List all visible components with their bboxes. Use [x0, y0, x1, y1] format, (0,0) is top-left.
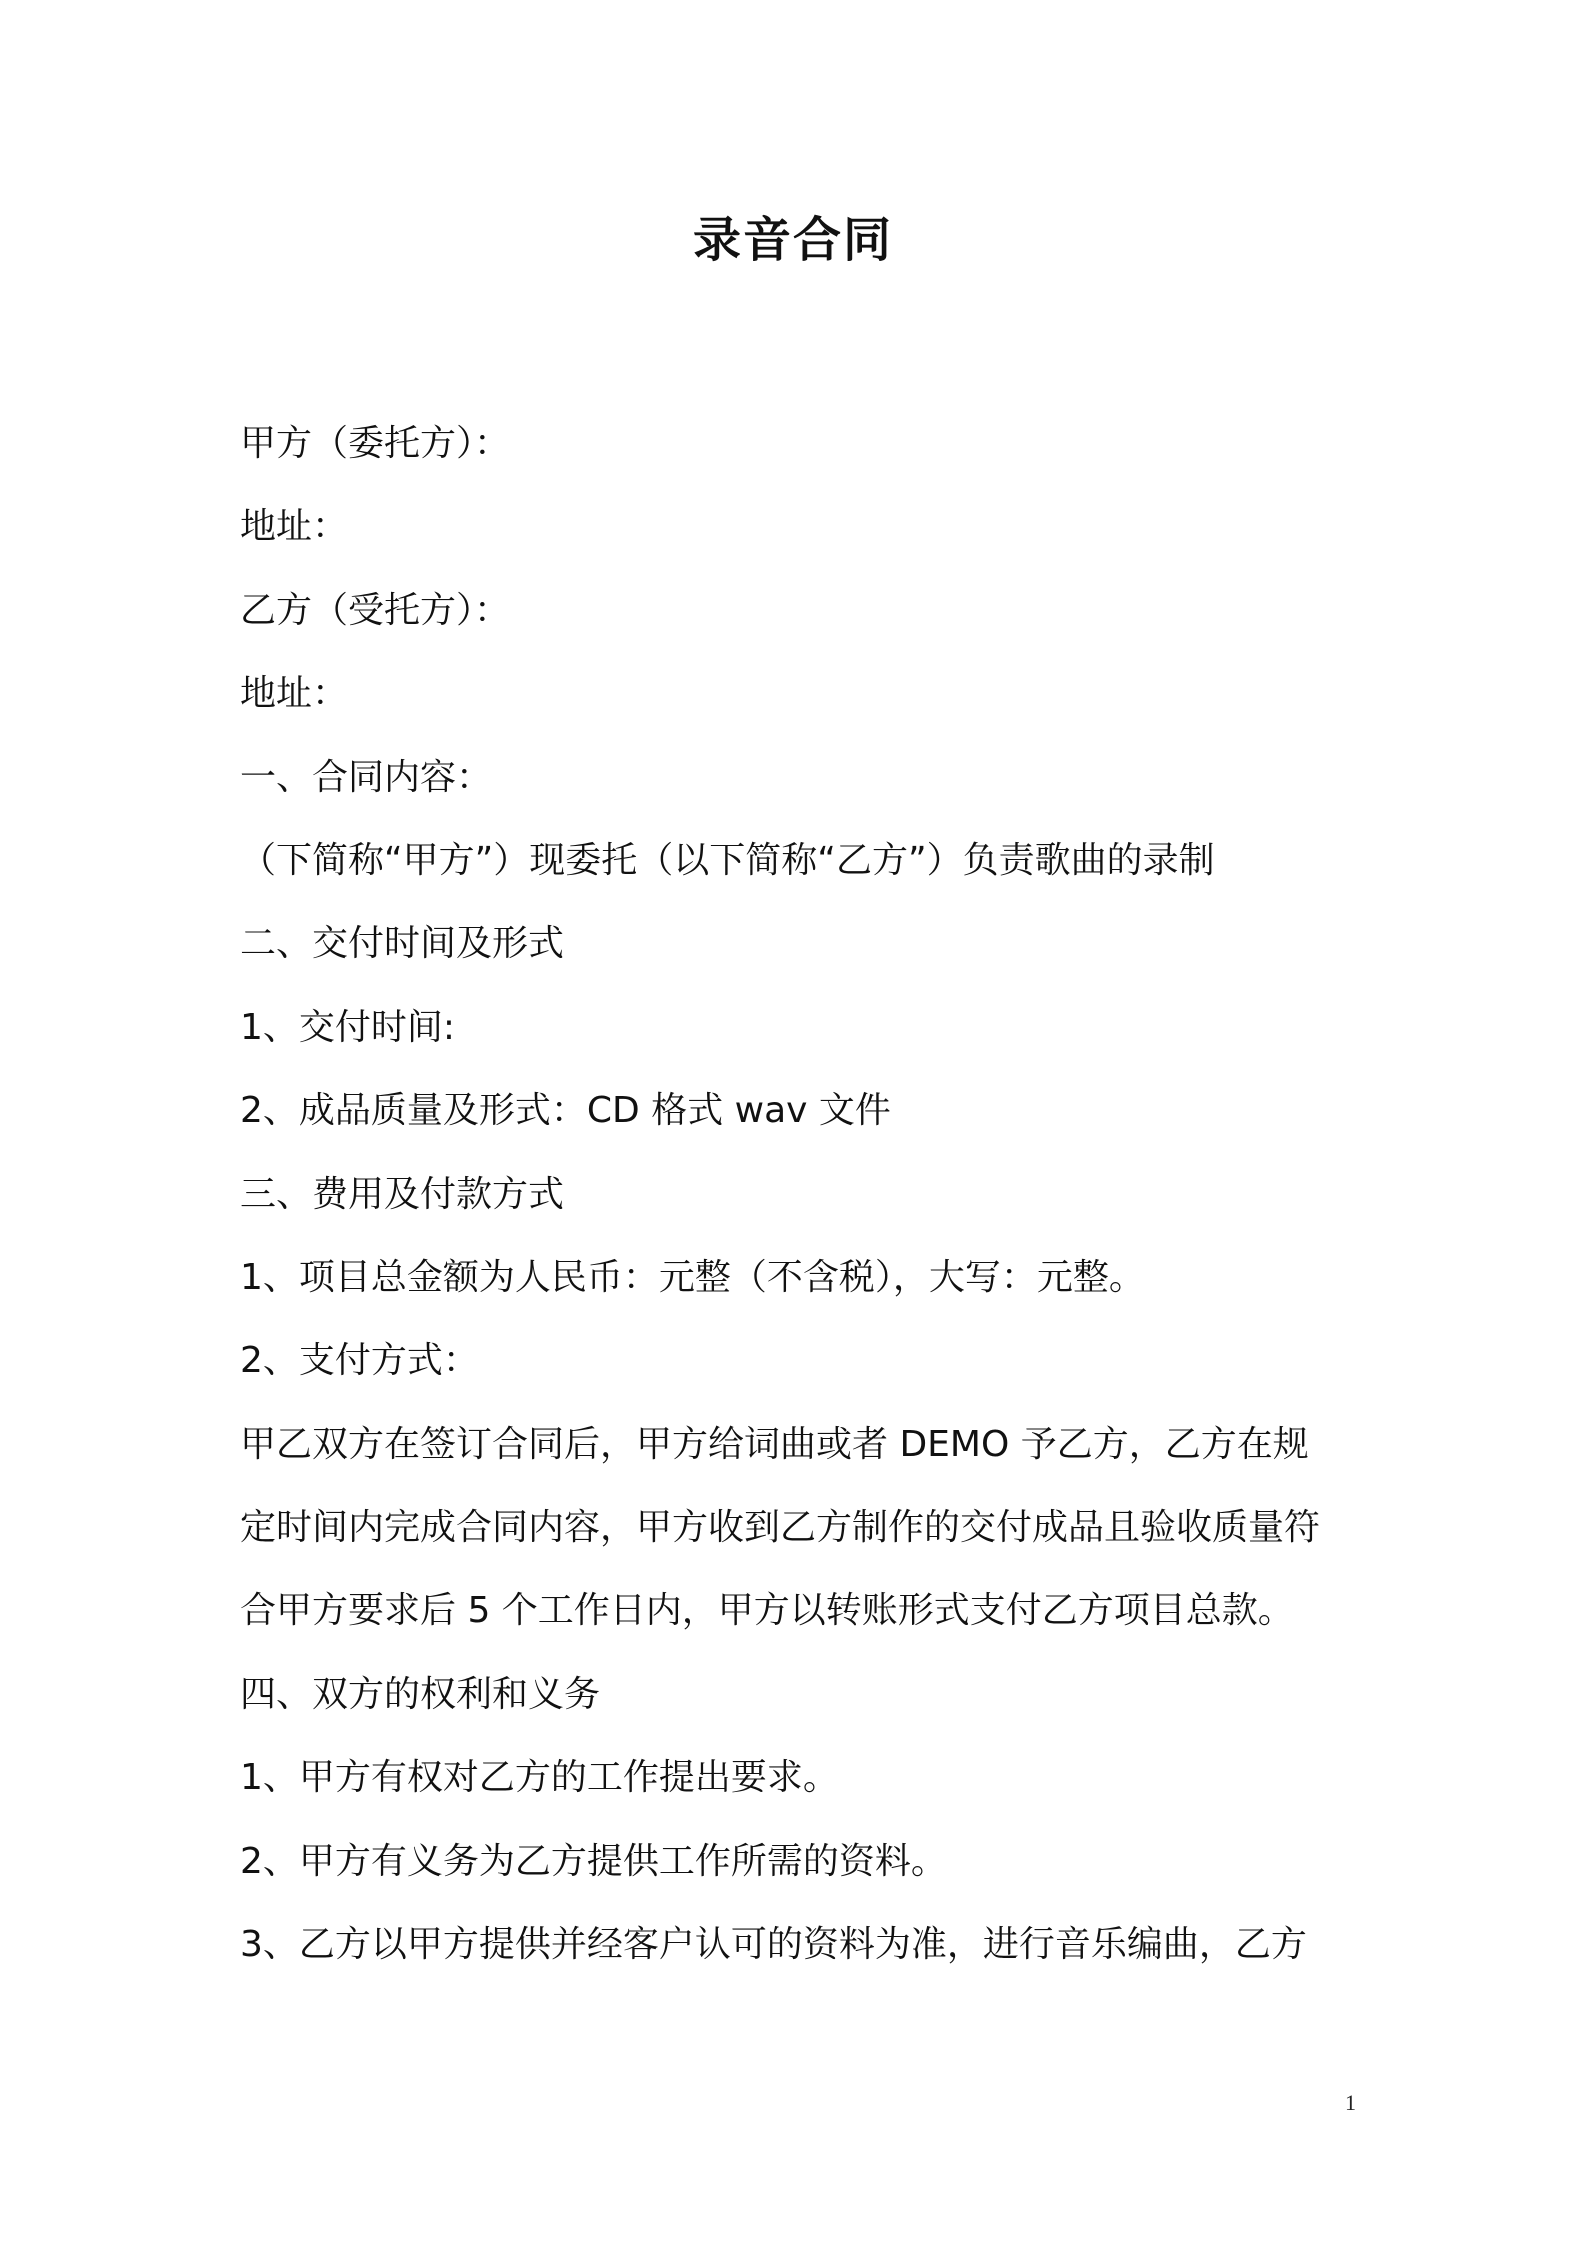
section-heading-contract-content: 一、合同内容： — [240, 756, 493, 798]
total-amount-line: 1、项目总金额为人民币：元整（不含税），大写：元整。 — [240, 1256, 1145, 1298]
party-a-address-line: 地址： — [240, 506, 349, 548]
party-a-line: 甲方（委托方）： — [240, 423, 511, 464]
rights-item-3: 3、乙方以甲方提供并经客户认可的资料为准，进行音乐编曲，乙方 — [240, 1924, 1307, 1966]
section-heading-payment: 三、费用及付款方式 — [240, 1173, 565, 1215]
payment-paragraph-line-1: 甲乙双方在签订合同后，甲方给词曲或者 DEMO 予乙方，乙方在规 — [240, 1423, 1309, 1465]
document-title: 录音合同 — [692, 212, 893, 268]
rights-item-2: 2、甲方有义务为乙方提供工作所需的资料。 — [240, 1840, 947, 1882]
payment-paragraph-line-3: 合甲方要求后 5 个工作日内，甲方以转账形式支付乙方项目总款。 — [240, 1590, 1294, 1632]
section-heading-rights: 四、双方的权利和义务 — [240, 1673, 601, 1715]
delivery-time-line: 1、交付时间: — [240, 1006, 456, 1048]
payment-paragraph-line-2: 定时间内完成合同内容，甲方收到乙方制作的交付成品且验收质量符 — [240, 1507, 1321, 1549]
page-number: 1 — [1345, 2090, 1356, 2115]
party-b-address-line: 地址： — [240, 673, 349, 715]
delivery-format-line: 2、成品质量及形式：CD 格式 wav 文件 — [240, 1090, 891, 1132]
payment-method-line: 2、支付方式： — [240, 1340, 479, 1382]
party-b-line: 乙方（受托方）： — [240, 589, 511, 631]
section-heading-delivery: 二、交付时间及形式 — [240, 923, 565, 965]
contract-body — [240, 402, 1360, 1986]
rights-item-1: 1、甲方有权对乙方的工作提出要求。 — [240, 1757, 839, 1799]
contract-content-text: （下简称“甲方”）现委托（以下简称“乙方”）负责歌曲的录制 — [240, 839, 1215, 881]
